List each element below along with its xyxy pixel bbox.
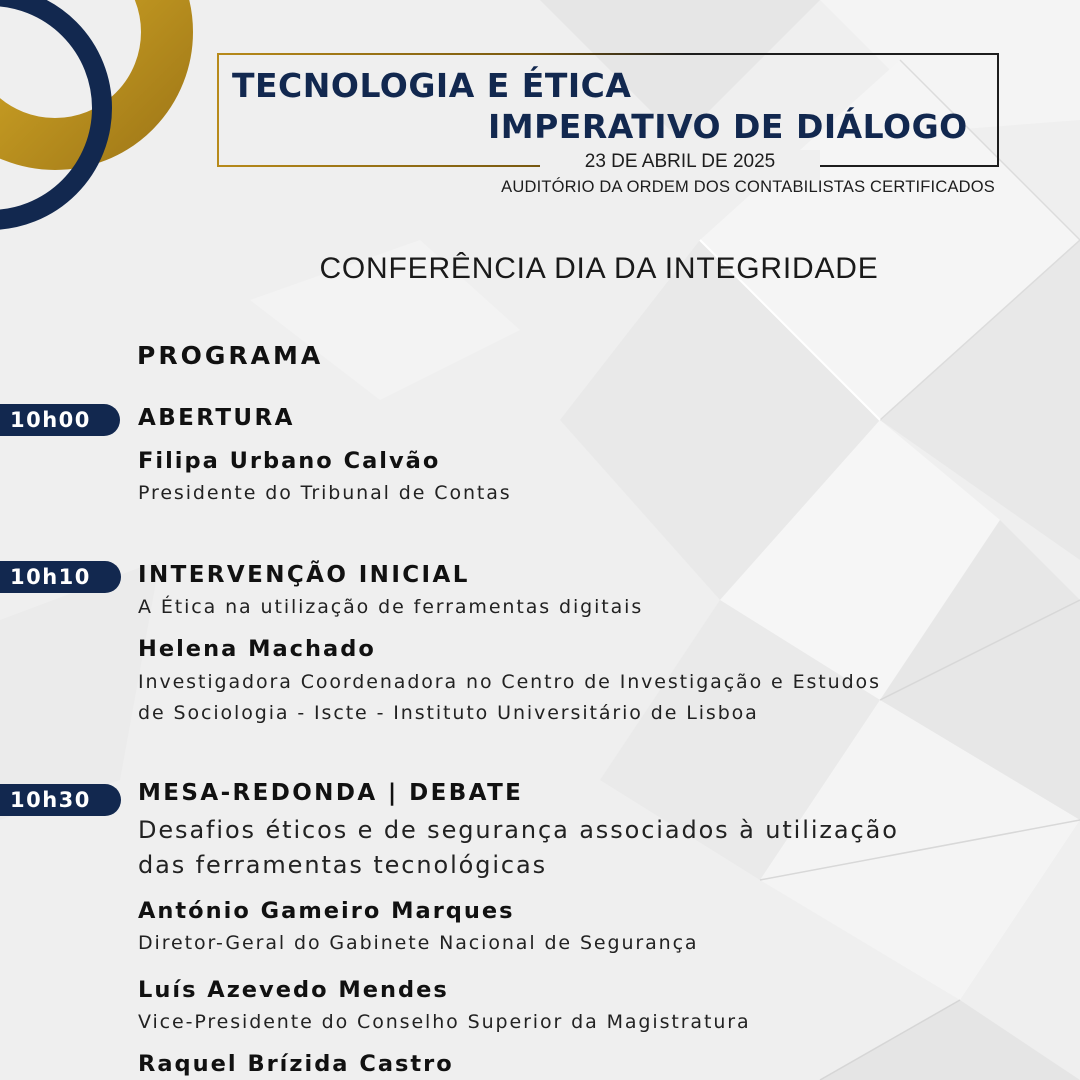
session-title: ABERTURA <box>138 405 295 431</box>
speaker-role: Presidente do Tribunal de Contas <box>138 482 512 504</box>
speaker-role: Vice-Presidente do Conselho Superior da Magistratura <box>138 1011 751 1033</box>
speaker-name: Luís Azevedo Mendes <box>138 977 449 1003</box>
event-venue: AUDITÓRIO DA ORDEM DOS CONTABILISTAS CERTIFICADOS <box>501 178 995 196</box>
speaker-name: Raquel Brízida Castro <box>138 1051 454 1077</box>
session-topic-line2: das ferramentas tecnológicas <box>138 851 548 879</box>
event-date: 23 DE ABRIL DE 2025 <box>584 151 776 172</box>
event-title-line2: IMPERATIVO DE DIÁLOGO <box>488 107 968 146</box>
gold-ring <box>0 0 167 144</box>
speaker-role: Diretor-Geral do Gabinete Nacional de Segurança <box>138 932 699 954</box>
speaker-name: Filipa Urbano Calvão <box>138 448 441 474</box>
program-heading: PROGRAMA <box>137 341 324 370</box>
session-title: INTERVENÇÃO INICIAL <box>138 562 470 588</box>
speaker-name: Helena Machado <box>138 636 376 662</box>
session-topic: A Ética na utilização de ferramentas digitais <box>138 596 644 618</box>
session-title: MESA-REDONDA | DEBATE <box>138 780 524 806</box>
time-badge: 10h00 <box>0 404 120 436</box>
conference-title: CONFERÊNCIA DIA DA INTEGRIDADE <box>319 252 879 285</box>
speaker-role-line2: de Sociologia - Iscte - Instituto Universitário de Lisboa <box>138 702 759 724</box>
session-topic-line1: Desafios éticos e de segurança associados à utilização <box>138 816 899 844</box>
time-badge: 10h10 <box>0 561 121 593</box>
event-title-line1: TECNOLOGIA E ÉTICA <box>232 66 632 105</box>
time-badge: 10h30 <box>0 784 121 816</box>
speaker-role-line1: Investigadora Coordenadora no Centro de Investigação e Estudos <box>138 671 881 693</box>
speaker-name: António Gameiro Marques <box>138 898 515 924</box>
